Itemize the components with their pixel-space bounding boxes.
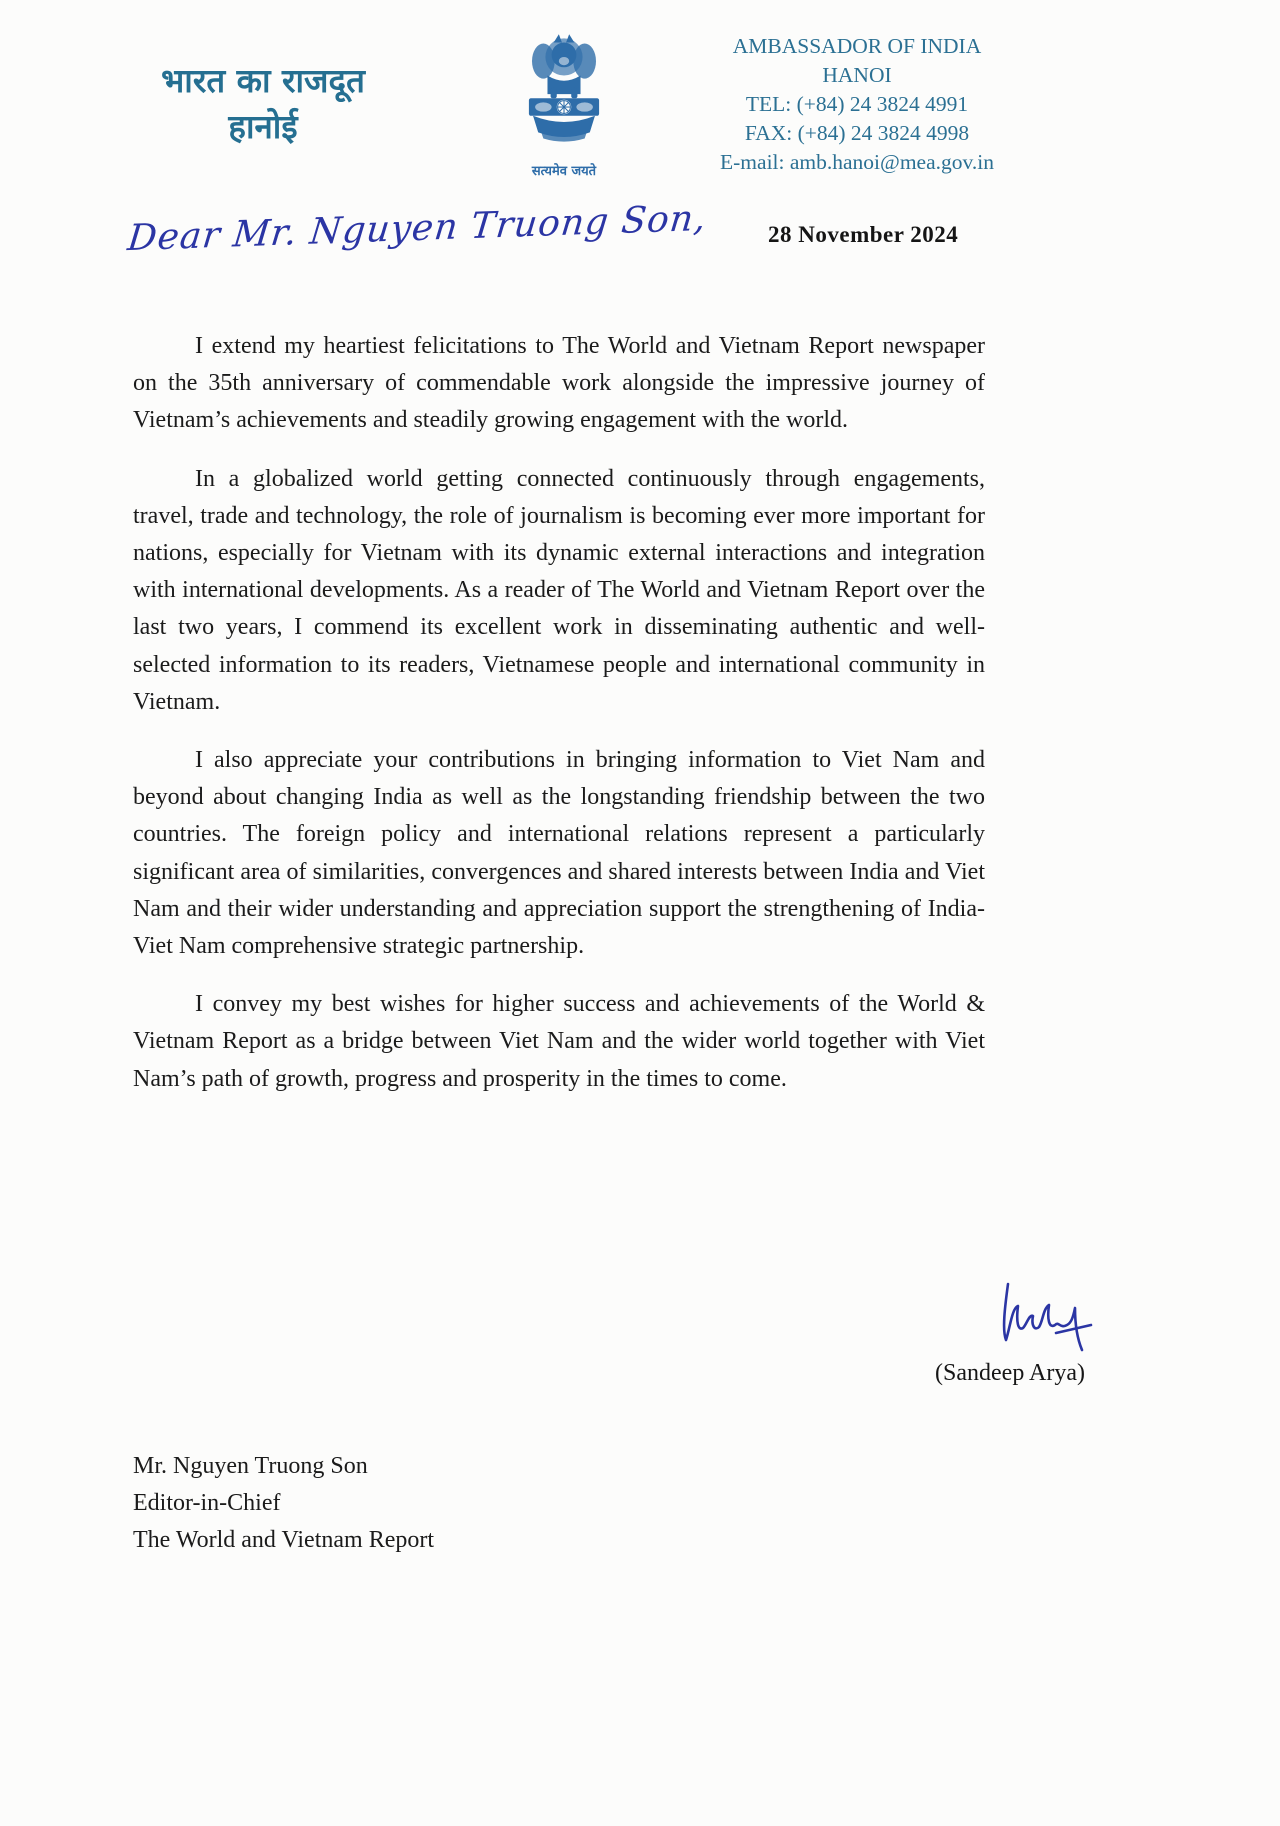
letterhead-fax: FAX: (+84) 24 3824 4998 (744, 121, 970, 145)
signer-name: (Sandeep Arya) (935, 1360, 1085, 1386)
signature-block (880, 1278, 1140, 1387)
paragraph-3: I also appreciate your contributions in bringing information to Viet Nam and beyond about changing India as well as the longstanding friendship between the two countries. The foreign policy and international relations represent a particularly significant area of similarities, convergences and shared interests between India and Viet Nam and their wider understanding and appreciation support the strengthening of India-Viet Nam comprehensive strategic partnership. (133, 747, 985, 960)
letterhead-city: HANOI (822, 63, 892, 87)
letterhead-contact (692, 32, 1022, 177)
paragraph-4: I convey my best wishes for higher success and achievements of the World & Vietnam Report as a bridge between Viet Nam and the wider world together with Viet Nam’s path of growth, progress and prosperity in the times to come. (133, 991, 985, 1092)
emblem-of-india (508, 26, 620, 179)
paragraph-1: I extend my heartiest felicitations to The World and Vietnam Report newspaper on the 35th anniversary of commendable work alongside the impressive journey of Vietnam’s achievements and steadily growing engagement with the world. (133, 333, 985, 434)
letterhead-hindi-line2: हानोई (228, 107, 298, 146)
recipient-block (133, 1448, 434, 1559)
handwritten-salutation: Dear Mr. Nguyen Truong Son, (125, 197, 709, 260)
handwritten-signature-icon (990, 1278, 1100, 1366)
letterhead-email: E-mail: amb.hanoi@mea.gov.in (720, 150, 994, 174)
letterhead-hindi-line1: भारत का राजदूत (161, 61, 365, 100)
paragraph-2: In a globalized world getting connected continuously through engagements, travel, trade and technology, the role of journalism is becoming ever more important for nations, especially for Vietnam with its dynamic external interactions and integration with international developments. As a reader of The World and Vietnam Report over the last two years, I commend its excellent work in disseminating authentic and well-selected information to its readers, Vietnamese people and international community in Vietnam. (133, 465, 985, 715)
letter-date: 28 November 2024 (768, 222, 959, 247)
recipient-organization: The World and Vietnam Report (133, 1527, 435, 1553)
recipient-name: Mr. Nguyen Truong Son (133, 1453, 368, 1479)
letterhead-tel: TEL: (+84) 24 3824 4991 (745, 92, 969, 116)
emblem-motto: सत्यमेव जयते (531, 164, 597, 179)
letterhead-title: AMBASSADOR OF INDIA (732, 34, 982, 58)
letterhead-hindi (118, 58, 408, 150)
lion-capital-icon (512, 26, 616, 154)
letter-body (133, 328, 985, 1098)
recipient-title: Editor-in-Chief (133, 1490, 281, 1516)
